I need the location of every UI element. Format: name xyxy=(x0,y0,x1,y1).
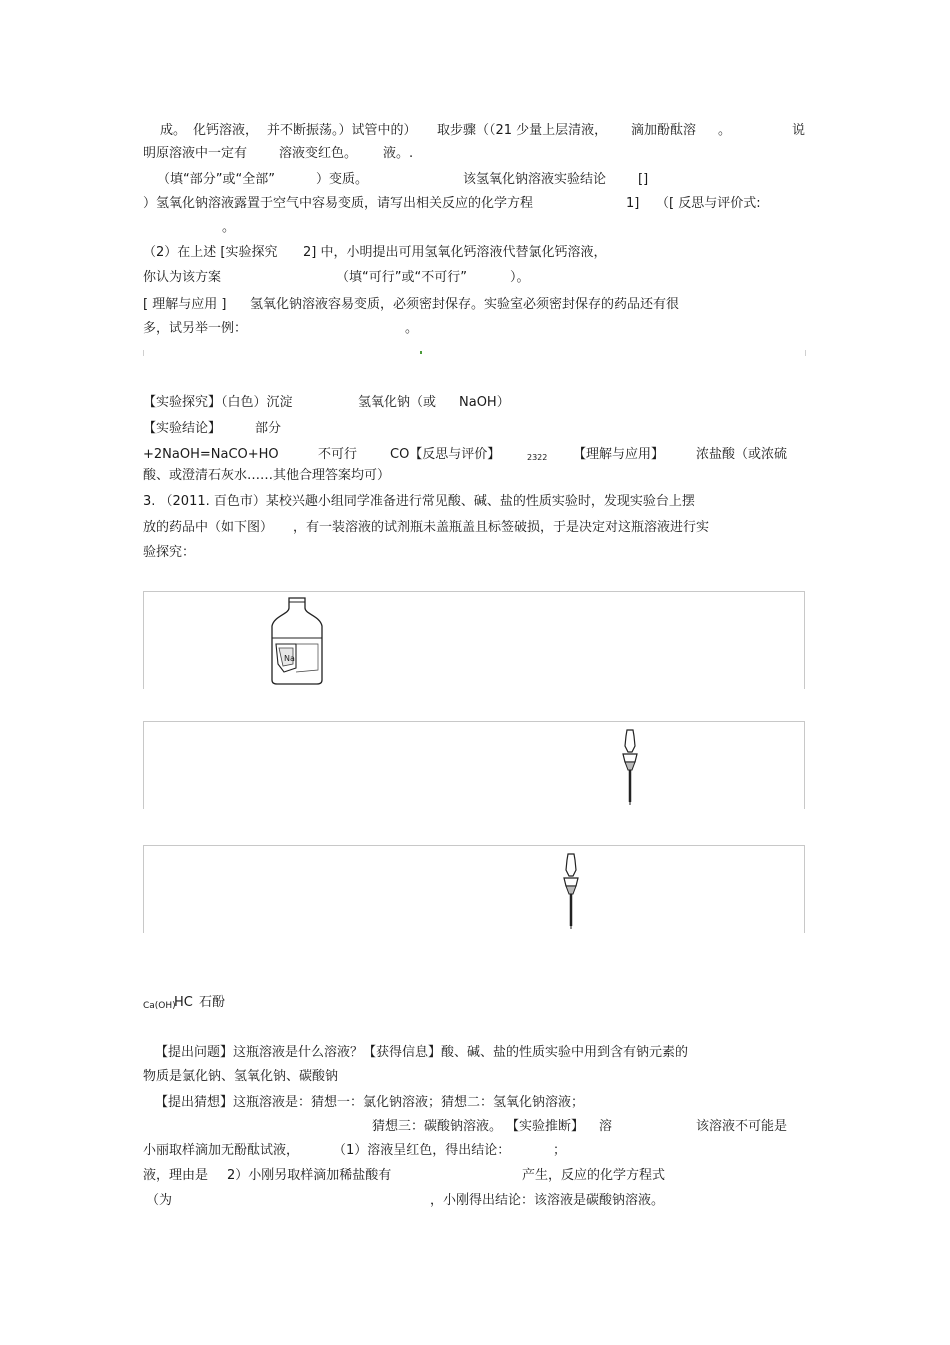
dropper-icon xyxy=(619,728,641,806)
reagent-bottle-icon xyxy=(268,596,326,686)
question-line-3: 验探究： xyxy=(143,545,196,560)
answer-1b: 氢氧化钠（或 xyxy=(358,395,437,410)
answer-3e: 【理解与应用】 xyxy=(573,447,665,462)
caption-shifen: 石酚 xyxy=(199,995,226,1010)
line-6b: 2] 中，小明提出可用氢氧化钙溶液代替氯化钙溶液， xyxy=(303,245,607,260)
answer-1c: NaOH） xyxy=(459,395,510,410)
caption-hc: HC xyxy=(174,995,193,1010)
para-line-1: 【提出问题】这瓶溶液是什么溶液？【获得信息】酸、碱、盐的性质实验中用到含有钠元素的 xyxy=(155,1045,689,1060)
line-4b: 1] xyxy=(626,196,640,211)
divider-mark xyxy=(420,351,422,354)
line-4c: （[ 反思与评价式: xyxy=(656,196,761,211)
answer-3a: +2NaOH=NaCO+HO xyxy=(143,447,279,462)
para-line-3: 【提出猜想】这瓶溶液是：猜想一：氯化钠溶液；猜想二：氢氧化钠溶液； xyxy=(155,1095,585,1110)
answer-3d: 2322 xyxy=(527,453,548,462)
line-4a: ）氢氧化钠溶液露置于空气中容易变质，请写出相关反应的化学方程 xyxy=(143,196,534,211)
line-3c: 该氢氧化钠溶液实验结论 xyxy=(463,172,607,187)
page-divider xyxy=(143,350,806,356)
para-line-6a: 液，理由是 xyxy=(143,1168,209,1183)
para-line-7a: （为 xyxy=(146,1193,173,1208)
line-3b: ）变质。 xyxy=(316,172,369,187)
line-9b: 。 xyxy=(405,321,419,336)
line-7a: 你认为该方案 xyxy=(143,270,222,285)
para-line-4b: 【实验推断】 xyxy=(506,1119,585,1134)
para-line-7b: ，小刚得出结论：该溶液是碳酸钠溶液。 xyxy=(430,1193,665,1208)
line-2c: 液。. xyxy=(383,146,414,161)
answer-2b: 部分 xyxy=(255,421,282,436)
answer-3c: CO【反思与评价】 xyxy=(390,447,501,462)
figure-box-bottle xyxy=(143,591,805,689)
answer-1a: 【实验探究】（白色）沉淀 xyxy=(143,395,293,410)
para-line-4c: 溶 xyxy=(599,1119,613,1134)
line-6a: （2）在上述 [实验探究 xyxy=(143,245,278,260)
line-2b: 溶液变红色。 xyxy=(279,146,358,161)
para-line-6b: 2）小刚另取样滴加稀盐酸有 xyxy=(227,1168,392,1183)
line-1e: 滴加酚酞溶 xyxy=(631,123,697,138)
answer-3f: 浓盐酸（或浓硫 xyxy=(696,447,788,462)
line-8a: [ 理解与应用 ] xyxy=(143,297,227,312)
line-1f: 。 xyxy=(718,123,732,138)
line-1d: 取步骤（（21 少量上层清液， xyxy=(437,123,608,138)
line-3a: （填“部分”或“全部” xyxy=(157,172,275,187)
line-7c: ）。 xyxy=(510,270,530,285)
para-line-2: 物质是氯化钠、氢氧化钠、碳酸钠 xyxy=(143,1069,339,1084)
para-line-5b: （1）溶液呈红色，得出结论： xyxy=(333,1143,511,1158)
answer-3b: 不可行 xyxy=(318,447,358,462)
question-line-2a: 放的药品中（如下图） xyxy=(143,520,274,535)
figure-box-dropper-1 xyxy=(143,721,805,809)
bottle-label: Na xyxy=(284,654,295,663)
line-1a: 成。 xyxy=(160,123,187,138)
line-1b: 化钙溶液， xyxy=(193,123,259,138)
answer-4: 酸、或澄清石灰水……其他合理答案均可） xyxy=(143,468,391,483)
para-line-5a: 小丽取样滴加无酚酞试液， xyxy=(143,1143,300,1158)
line-7b: （填“可行”或“不可行” xyxy=(336,270,467,285)
line-8b: 氢氧化钠溶液容易变质，必须密封保存。实验室必须密封保存的药品还有很 xyxy=(250,297,680,312)
line-3d: [] xyxy=(638,172,649,187)
line-5: 。 xyxy=(222,220,236,235)
dropper-icon xyxy=(560,852,582,930)
para-line-5c: ； xyxy=(553,1143,567,1158)
line-1c: 并不断振荡。）试管中的） xyxy=(267,123,417,138)
para-line-6c: 产生，反应的化学方程式 xyxy=(522,1168,666,1183)
question-line-1: 3. （2011. 百色市）某校兴趣小组同学准备进行常见酸、碱、盐的性质实验时，发现实验台上摆 xyxy=(143,494,695,509)
line-9a: 多，试另举一例： xyxy=(143,321,248,336)
line-2a: 明原溶液中一定有 xyxy=(143,146,248,161)
figure-box-dropper-2 xyxy=(143,845,805,933)
question-line-2b: ，有一装溶液的试剂瓶未盖瓶盖且标签破损，于是决定对这瓶溶液进行实 xyxy=(293,520,710,535)
caption-caoh: Ca(OH) xyxy=(143,1001,176,1011)
para-line-4a: 猜想三：碳酸钠溶液。 xyxy=(372,1119,503,1134)
answer-2a: 【实验结论】 xyxy=(143,421,222,436)
para-line-4d: 该溶液不可能是 xyxy=(696,1119,788,1134)
line-1g: 说 xyxy=(792,123,806,138)
